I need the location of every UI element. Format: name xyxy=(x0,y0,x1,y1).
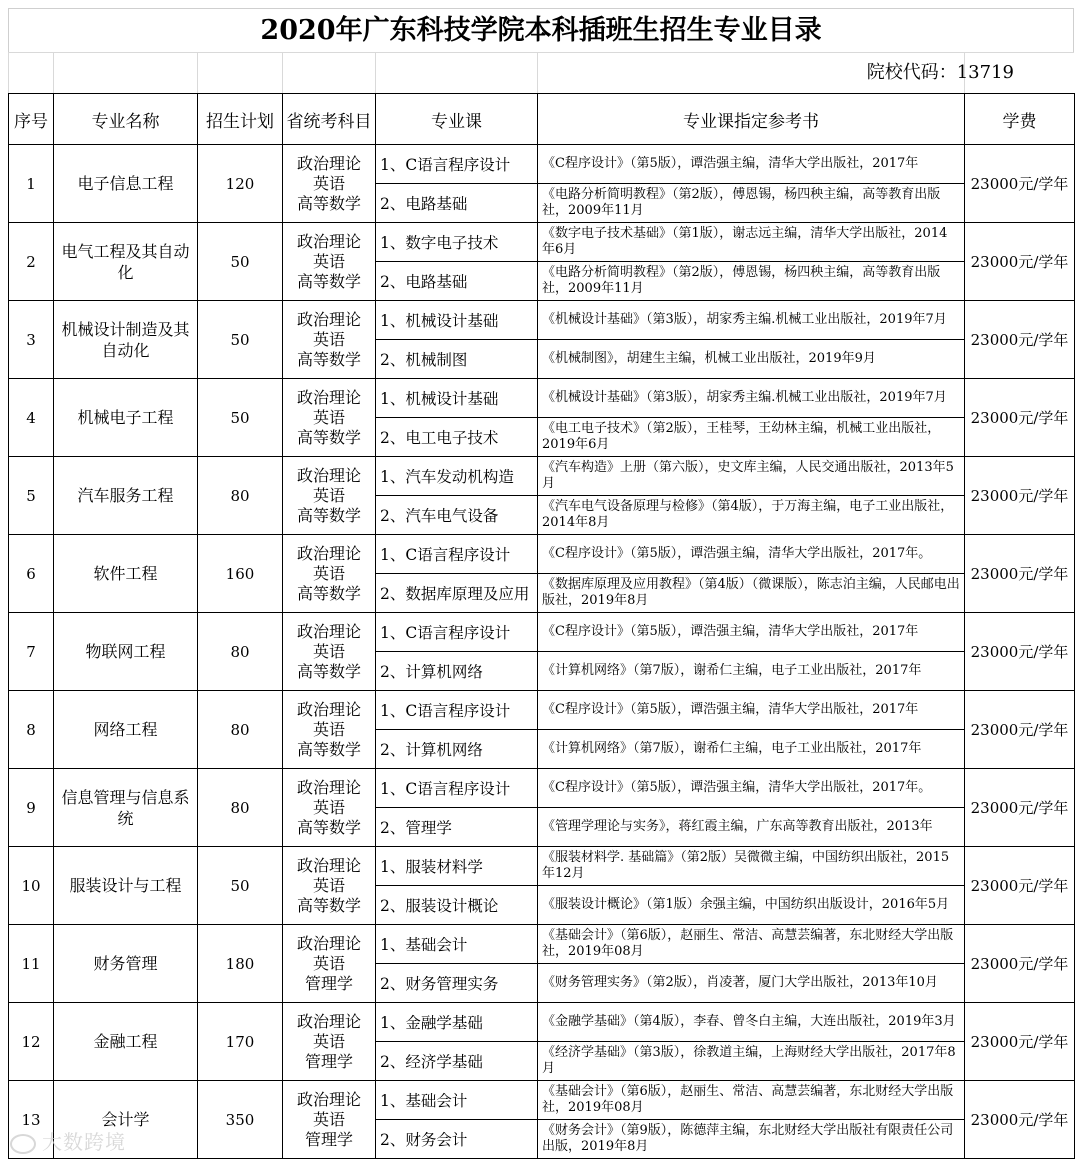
row-number: 6 xyxy=(9,535,54,613)
exam-subjects xyxy=(283,613,376,691)
course-2: 2、管理学 xyxy=(376,808,538,847)
major-name: 汽车服务工程 xyxy=(54,457,198,535)
exam-subject: 英语 xyxy=(312,1109,345,1129)
course-2: 2、汽车电气设备 xyxy=(376,496,538,535)
enrollment-plan: 50 xyxy=(198,379,283,457)
course-1: 1、机械设计基础 xyxy=(376,379,538,418)
tuition-fee: 23000元/学年 xyxy=(965,223,1075,301)
course-1: 1、C语言程序设计 xyxy=(376,535,538,574)
exam-subject: 英语 xyxy=(312,563,345,583)
exam-subject: 高等数学 xyxy=(296,349,361,369)
course-1: 1、C语言程序设计 xyxy=(376,613,538,652)
row-number: 9 xyxy=(9,769,54,847)
exam-subject: 政治理论 xyxy=(296,933,361,953)
tuition-fee: 23000元/学年 xyxy=(965,301,1075,379)
exam-subject: 政治理论 xyxy=(296,777,361,797)
course-2: 2、电工电子技术 xyxy=(376,418,538,457)
exam-subject: 政治理论 xyxy=(296,387,361,407)
tuition-fee: 23000元/学年 xyxy=(965,691,1075,769)
major-name: 电子信息工程 xyxy=(54,145,198,223)
book-2: 《汽车电气设备原理与检修》（第4版），于万海主编，电子工业出版社，2014年8月 xyxy=(538,496,965,535)
book-1: 《机械设计基础》（第3版），胡家秀主编.机械工业出版社，2019年7月 xyxy=(538,301,965,340)
table-row xyxy=(9,925,1075,964)
table-row xyxy=(9,535,1075,574)
exam-subject: 政治理论 xyxy=(296,1089,361,1109)
exam-subject: 英语 xyxy=(312,251,345,271)
tuition-fee: 23000元/学年 xyxy=(965,379,1075,457)
exam-subject: 英语 xyxy=(312,875,345,895)
major-name: 服装设计与工程 xyxy=(54,847,198,925)
exam-subject: 英语 xyxy=(312,641,345,661)
row-number: 3 xyxy=(9,301,54,379)
exam-subject: 政治理论 xyxy=(296,855,361,875)
course-2: 2、机械制图 xyxy=(376,340,538,379)
book-1: 《C程序设计》（第5版），谭浩强主编，清华大学出版社，2017年 xyxy=(538,691,965,730)
book-1: 《基础会计》（第6版），赵丽生、常洁、高慧芸编著，东北财经大学出版社，2019年08月 xyxy=(538,1081,965,1120)
row-number: 10 xyxy=(9,847,54,925)
exam-subject: 英语 xyxy=(312,797,345,817)
row-number: 13 xyxy=(9,1081,54,1159)
exam-subjects xyxy=(283,457,376,535)
course-1: 1、汽车发动机构造 xyxy=(376,457,538,496)
course-1: 1、金融学基础 xyxy=(376,1003,538,1042)
tuition-fee: 23000元/学年 xyxy=(965,1081,1075,1159)
table-row xyxy=(9,223,1075,262)
enrollment-plan: 350 xyxy=(198,1081,283,1159)
book-1: 《金融学基础》（第4版），李春、曾冬白主编，大连出版社，2019年3月 xyxy=(538,1003,965,1042)
enrollment-plan: 80 xyxy=(198,613,283,691)
major-name: 信息管理与信息系统 xyxy=(54,769,198,847)
exam-subject: 高等数学 xyxy=(296,895,361,915)
course-1: 1、服装材料学 xyxy=(376,847,538,886)
exam-subjects xyxy=(283,1081,376,1159)
course-1: 1、C语言程序设计 xyxy=(376,769,538,808)
exam-subjects xyxy=(283,301,376,379)
major-name: 软件工程 xyxy=(54,535,198,613)
tuition-fee: 23000元/学年 xyxy=(965,535,1075,613)
course-1: 1、数字电子技术 xyxy=(376,223,538,262)
book-1: 《C程序设计》（第5版），谭浩强主编，清华大学出版社，2017年。 xyxy=(538,769,965,808)
book-1: 《C程序设计》（第5版），谭浩强主编，清华大学出版社，2017年。 xyxy=(538,535,965,574)
course-1: 1、机械设计基础 xyxy=(376,301,538,340)
table-row xyxy=(9,613,1075,652)
major-name: 机械设计制造及其自动化 xyxy=(54,301,198,379)
enrollment-plan: 80 xyxy=(198,691,283,769)
exam-subject: 英语 xyxy=(312,329,345,349)
book-2: 《电路分析简明教程》（第2版），傅恩锡，杨四秧主编，高等教育出版社，2009年11月 xyxy=(538,262,965,301)
exam-subject: 高等数学 xyxy=(296,739,361,759)
table-body xyxy=(9,145,1075,1159)
course-2: 2、服装设计概论 xyxy=(376,886,538,925)
enrollment-plan: 160 xyxy=(198,535,283,613)
exam-subject: 英语 xyxy=(312,173,345,193)
book-1: 《机械设计基础》（第3版），胡家秀主编.机械工业出版社，2019年7月 xyxy=(538,379,965,418)
table-row xyxy=(9,691,1075,730)
exam-subject: 高等数学 xyxy=(296,427,361,447)
exam-subject: 高等数学 xyxy=(296,271,361,291)
exam-subject: 政治理论 xyxy=(296,309,361,329)
exam-subject: 高等数学 xyxy=(296,817,361,837)
exam-subject: 高等数学 xyxy=(296,661,361,681)
exam-subject: 政治理论 xyxy=(296,543,361,563)
course-2: 2、电路基础 xyxy=(376,262,538,301)
table-row xyxy=(9,301,1075,340)
book-2: 《财务管理实务》（第2版），肖凌著，厦门大学出版社，2013年10月 xyxy=(538,964,965,1003)
enrollment-plan: 50 xyxy=(198,301,283,379)
exam-subject: 政治理论 xyxy=(296,699,361,719)
header-exam: 省统考科目 xyxy=(283,94,376,145)
book-1: 《基础会计》（第6版），赵丽生、常洁、高慧芸编著，东北财经大学出版社，2019年08月 xyxy=(538,925,965,964)
table-header-row xyxy=(9,94,1075,145)
course-1: 1、C语言程序设计 xyxy=(376,145,538,184)
enrollment-plan: 50 xyxy=(198,223,283,301)
exam-subject: 高等数学 xyxy=(296,505,361,525)
row-number: 7 xyxy=(9,613,54,691)
exam-subject: 高等数学 xyxy=(296,193,361,213)
header-plan: 招生计划 xyxy=(198,94,283,145)
tuition-fee: 23000元/学年 xyxy=(965,613,1075,691)
book-2: 《计算机网络》（第7版），谢希仁主编，电子工业出版社，2017年 xyxy=(538,652,965,691)
table-row xyxy=(9,457,1075,496)
exam-subjects xyxy=(283,145,376,223)
exam-subjects xyxy=(283,847,376,925)
watermark-text: 大数跨境 xyxy=(42,1130,126,1154)
course-2: 2、电路基础 xyxy=(376,184,538,223)
page-title: 2020年广东科技学院本科插班生招生专业目录 xyxy=(8,8,1074,52)
book-1: 《C程序设计》（第5版），谭浩强主编，清华大学出版社，2017年 xyxy=(538,145,965,184)
watermark-logo-icon xyxy=(10,1134,36,1154)
exam-subject: 政治理论 xyxy=(296,621,361,641)
majors-table xyxy=(8,93,1075,1159)
book-2: 《机械制图》，胡建生主编，机械工业出版社，2019年9月 xyxy=(538,340,965,379)
exam-subjects xyxy=(283,535,376,613)
table-row xyxy=(9,1003,1075,1042)
book-2: 《电路分析简明教程》（第2版），傅恩锡，杨四秧主编，高等教育出版社，2009年11月 xyxy=(538,184,965,223)
table-row xyxy=(9,769,1075,808)
course-2: 2、财务管理实务 xyxy=(376,964,538,1003)
course-2: 2、财务会计 xyxy=(376,1120,538,1159)
header-books: 专业课指定参考书 xyxy=(538,94,965,145)
book-1: 《数字电子技术基础》（第1版），谢志远主编，清华大学出版社，2014年6月 xyxy=(538,223,965,262)
school-code: 院校代码：13719 xyxy=(866,62,1014,83)
exam-subject: 政治理论 xyxy=(296,153,361,173)
enrollment-plan: 170 xyxy=(198,1003,283,1081)
major-name: 机械电子工程 xyxy=(54,379,198,457)
row-number: 2 xyxy=(9,223,54,301)
table-row xyxy=(9,379,1075,418)
row-number: 11 xyxy=(9,925,54,1003)
course-1: 1、C语言程序设计 xyxy=(376,691,538,730)
enrollment-plan: 180 xyxy=(198,925,283,1003)
major-name: 网络工程 xyxy=(54,691,198,769)
book-2: 《数据库原理及应用教程》（第4版）（微课版），陈志泊主编，人民邮电出版社，2019年8月 xyxy=(538,574,965,613)
course-2: 2、计算机网络 xyxy=(376,652,538,691)
exam-subject: 英语 xyxy=(312,485,345,505)
course-2: 2、经济学基础 xyxy=(376,1042,538,1081)
table-row xyxy=(9,847,1075,886)
row-number: 4 xyxy=(9,379,54,457)
school-code-row xyxy=(8,52,1074,93)
exam-subject: 英语 xyxy=(312,1031,345,1051)
exam-subject: 高等数学 xyxy=(296,583,361,603)
header-course: 专业课 xyxy=(376,94,538,145)
book-2: 《管理学理论与实务》，蒋红霞主编，广东高等教育出版社，2013年 xyxy=(538,808,965,847)
course-2: 2、计算机网络 xyxy=(376,730,538,769)
watermark xyxy=(10,1126,126,1155)
exam-subjects xyxy=(283,223,376,301)
book-2: 《电工电子技术》（第2版），王桂琴，王幼林主编，机械工业出版社，2019年6月 xyxy=(538,418,965,457)
major-name: 会计学 xyxy=(54,1081,198,1159)
book-2: 《计算机网络》（第7版），谢希仁主编，电子工业出版社，2017年 xyxy=(538,730,965,769)
enrollment-plan: 80 xyxy=(198,769,283,847)
row-number: 12 xyxy=(9,1003,54,1081)
exam-subjects xyxy=(283,379,376,457)
tuition-fee: 23000元/学年 xyxy=(965,145,1075,223)
row-number: 5 xyxy=(9,457,54,535)
header-major: 专业名称 xyxy=(54,94,198,145)
exam-subject: 英语 xyxy=(312,719,345,739)
tuition-fee: 23000元/学年 xyxy=(965,847,1075,925)
exam-subject: 英语 xyxy=(312,407,345,427)
exam-subject: 管理学 xyxy=(304,973,353,993)
exam-subject: 管理学 xyxy=(304,1051,353,1071)
tuition-fee: 23000元/学年 xyxy=(965,1003,1075,1081)
book-2: 《经济学基础》（第3版），徐教道主编，上海财经大学出版社，2017年8月 xyxy=(538,1042,965,1081)
book-1: 《C程序设计》（第5版），谭浩强主编，清华大学出版社，2017年 xyxy=(538,613,965,652)
book-2: 《财务会计》（第9版），陈德萍主编，东北财经大学出版社有限责任公司出版，2019年8月 xyxy=(538,1120,965,1159)
tuition-fee: 23000元/学年 xyxy=(965,457,1075,535)
course-1: 1、基础会计 xyxy=(376,1081,538,1120)
enrollment-plan: 120 xyxy=(198,145,283,223)
header-fee: 学费 xyxy=(965,94,1075,145)
tuition-fee: 23000元/学年 xyxy=(965,769,1075,847)
tuition-fee: 23000元/学年 xyxy=(965,925,1075,1003)
exam-subject: 政治理论 xyxy=(296,1011,361,1031)
course-1: 1、基础会计 xyxy=(376,925,538,964)
book-1: 《汽车构造》上册（第六版），史文库主编，人民交通出版社，2013年5月 xyxy=(538,457,965,496)
exam-subject: 政治理论 xyxy=(296,465,361,485)
exam-subjects xyxy=(283,691,376,769)
exam-subjects xyxy=(283,1003,376,1081)
exam-subject: 政治理论 xyxy=(296,231,361,251)
exam-subject: 管理学 xyxy=(304,1129,353,1149)
course-2: 2、数据库原理及应用 xyxy=(376,574,538,613)
row-number: 8 xyxy=(9,691,54,769)
table-row xyxy=(9,1081,1075,1120)
exam-subject: 英语 xyxy=(312,953,345,973)
book-1: 《服装材料学. 基础篇》（第2版）吴微微主编，中国纺织出版社，2015年12月 xyxy=(538,847,965,886)
book-2: 《服装设计概论》（第1版）余强主编，中国纺织出版设计，2016年5月 xyxy=(538,886,965,925)
row-number: 1 xyxy=(9,145,54,223)
enrollment-plan: 50 xyxy=(198,847,283,925)
exam-subjects xyxy=(283,769,376,847)
major-name: 财务管理 xyxy=(54,925,198,1003)
enrollment-plan: 80 xyxy=(198,457,283,535)
major-name: 电气工程及其自动化 xyxy=(54,223,198,301)
header-no: 序号 xyxy=(9,94,54,145)
exam-subjects xyxy=(283,925,376,1003)
major-name: 金融工程 xyxy=(54,1003,198,1081)
major-name: 物联网工程 xyxy=(54,613,198,691)
table-row xyxy=(9,145,1075,184)
